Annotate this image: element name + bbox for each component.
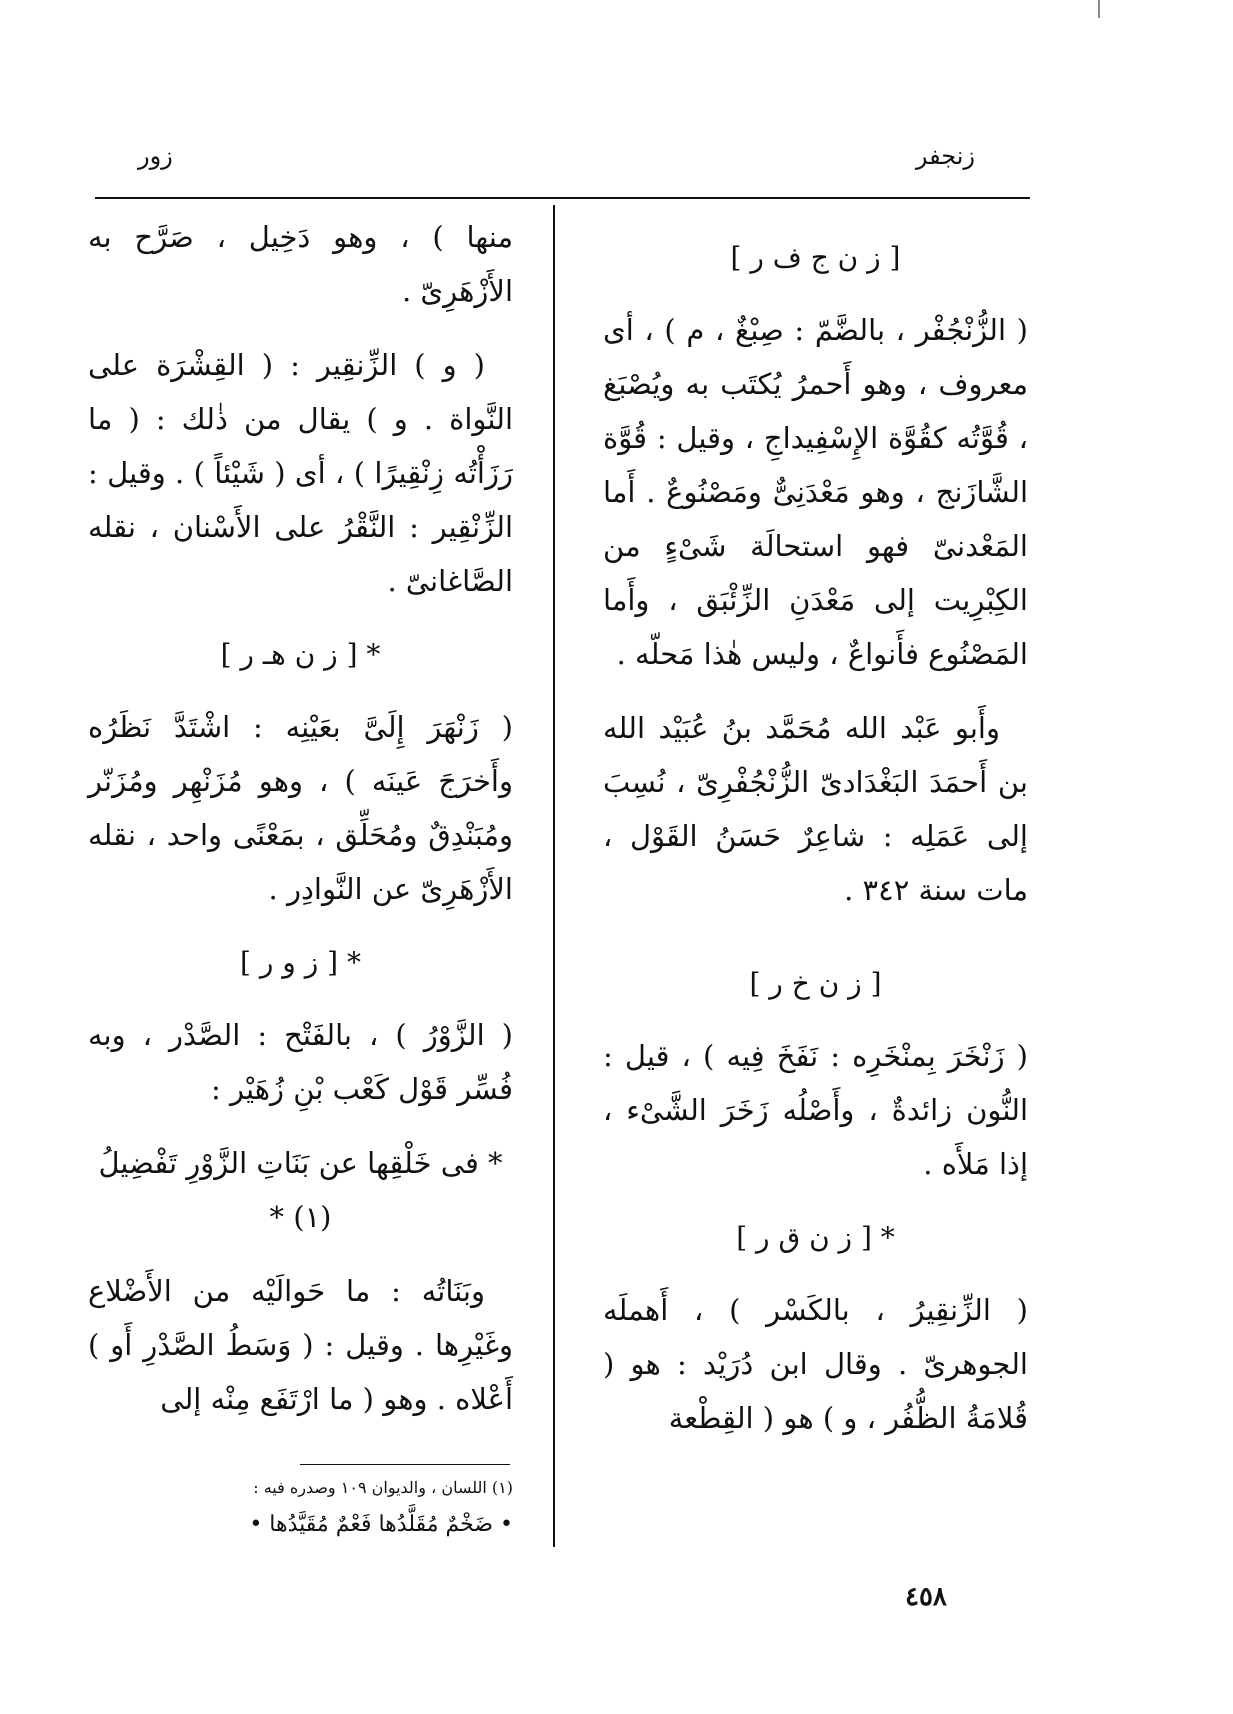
entry-text-znhr: ( زَنْهَرَ إِلَىَّ بعَيْنِه : اشْتَدَّ نَظَرُه وأَخرَجَ عَينَه ) ، وهو مُزَنْهِر ومُزَنّر ومُبَنْدِقٌ ومُحَلِّق ، بمَعْنًى واحد ، نقله الأَزْهَرِىّ عن النَّوادِر . — [88, 710, 513, 906]
column-divider — [553, 205, 555, 1547]
running-head-left: زور — [138, 142, 173, 170]
header-rule — [95, 197, 1030, 199]
footnote-text: (١) اللسان ، والديوان ١٠٩ وصدره فيه : — [253, 1478, 513, 1497]
entry-heading-znhr: * [ ز ن هـ ر ] — [220, 638, 381, 671]
entry-text-zwr-more: وبَنَاتُه : ما حَوالَيْه من الأَضْلاع وغَيْرِها . وقيل : ( وَسَطُ الصَّدْرِ أَو ) أَعْلاه . وهو ( ما ارْتَفَع مِنْه إلى — [88, 1274, 513, 1416]
entry-text-znkhr: ( زَنْخَرَ بِمنْخَرِه : نَفَخَ فِيه ) ، قيل : النُّون زائدةٌ ، وأَصْلُه زَخَرَ الشَّىْء ، إذا مَلأَه . — [603, 1039, 1028, 1181]
entry-text-znjfr: ( الزُّنْجُفْر ، بالضَّمّ : صِبْغٌ ، م ) ، أى معروف ، وهو أَحمرُ يُكتَب به ويُصْبَغ ، قُوَّتُه كقُوَّة الإِسْفِيداجِ ، وقيل : قُوَّة الشَّازَنج ، وهو مَعْدَنِىٌّ ومَصْنُوعٌ . أَما المَعْدنىّ فهو استحالَة شَىْءٍ من الكِبْرِيت إلى مَعْدَنِ الزِّئْبَق ، وأَما المَصْنُوع فأَنواعٌ ، وليس هٰذا مَحلّه . — [603, 313, 1028, 671]
entry-text-zwr: ( الزَّوْرُ ) ، بالفَتْح : الصَّدْر ، وبه فُسِّر قَوْل كَعْب بْنِ زُهَيْر : — [88, 1018, 513, 1106]
running-head-right: زنجفر — [915, 142, 975, 170]
right-column — [603, 225, 1028, 1465]
footnote-rule — [300, 1464, 510, 1465]
left-column — [88, 210, 513, 1446]
entry-text-znjfr-biography: وأَبو عَبْد الله مُحَمَّد بنُ عُبَيْد الله بن أَحمَدَ البَغْدَادىّ الزُّنْجُفْرِىّ ، نُسِبَ إلى عَمَلِه : شاعِرٌ حَسَنُ القَوْل ، مات سنة ٣٤٢ . — [603, 711, 1028, 907]
entry-text-znqr: ( الزِّنقِيرُ ، بالكَسْر ) ، أَهملَه الجوهرىّ . وقال ابن دُرَيْد : هو ( قُلامَةُ الظُّفُر ، و ) هو ( القِطْعة — [603, 1293, 1028, 1435]
entry-verse-zwr: * فى خَلْقِها عن بَنَاتِ الزَّوْرِ تَفْضِيلُ (١) * — [98, 1146, 503, 1234]
entry-heading-znkhr: [ ز ن خ ر ] — [749, 967, 882, 1000]
scan-edge-mark — [1098, 0, 1100, 18]
entry-heading-zwr: * [ ز و ر ] — [240, 946, 361, 979]
entry-heading-znjfr: [ ز ن ج ف ر ] — [730, 241, 901, 274]
entry-text-znqr-more: ( و ) الزِّنقِير : ( القِشْرَة على النَّواة . و ) يقال من ذٰلك : ( ما رَزَأْتُه زِنْقِيرًا ) ، أى ( شَيْئاً ) . وقيل : الزِّنْقِير : النَّقْرُ على الأَسْنان ، نقله الصَّاغانىّ . — [88, 348, 513, 598]
footnote-verse: • ضَخْمٌ مُقَلَّدُها فَعْمٌ مُقَيَّدُها • — [249, 1512, 513, 1537]
entry-heading-znqr: * [ ز ن ق ر ] — [736, 1221, 895, 1254]
entry-text-znqr-continued: منها ) ، وهو دَخِيل ، صَرَّح به الأَزْهَرِىّ . — [88, 220, 513, 308]
page-number: ٤٥٨ — [905, 1582, 947, 1612]
